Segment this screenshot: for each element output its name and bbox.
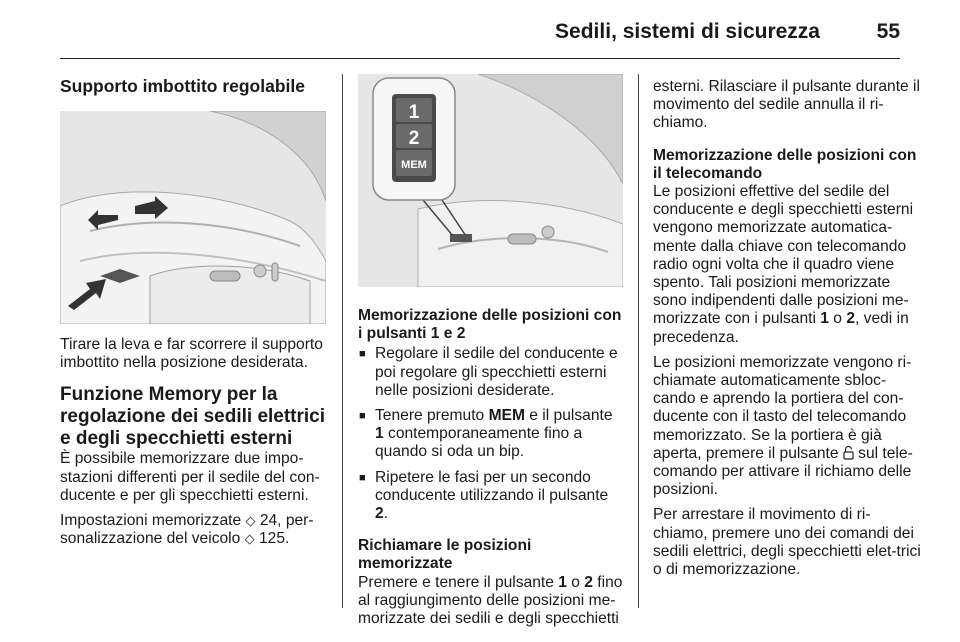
column-3: [653, 62, 921, 586]
recall-paragraph: Premere e tenere il pulsante 1 o 2 fino al raggiungimento delle posizioni me-morizzate dei sedili e degli specchietti: [358, 573, 623, 628]
remote-heading: Memorizzazione delle posizioni con il telecomando: [653, 146, 917, 182]
page-number: 55: [876, 20, 900, 43]
column-divider: [342, 74, 343, 608]
header-title: Sedili, sistemi di sicurezza: [555, 20, 820, 43]
remote-paragraph-1: Le posizioni effettive del sedile del conducente e degli specchietti esterni vengono memorizzate automatica-mente dalla chiave con telecomando radio ogni volta che il quadro viene spento. Tali posizioni memorizzate sono indipendenti dalle posizioni me-morizzate con i pulsanti 1 o 2, vedi in precedenza.: [653, 183, 914, 346]
unlock-icon: [843, 445, 854, 462]
lumbar-support-figure: [60, 111, 326, 324]
column-divider: [638, 74, 639, 608]
list-item: ■ Ripetere le fasi per un secondo conducente utilizzando il pulsante 2.: [358, 469, 623, 524]
memory-settings-paragraph: Impostazioni memorizzate ◇ 24, per-sonalizzazione del veicolo ◇ 125.: [60, 512, 314, 548]
list-item: ■ Regolare il sedile del conducente e poi regolare gli specchietti esterni nelle posizioni desiderate.: [358, 345, 623, 400]
memory-function-heading: Funzione Memory per la regolazione dei sedili elettrici e degli specchietti esterni: [60, 384, 326, 450]
steps-list: [358, 345, 623, 523]
page-ref-icon: ◇: [244, 531, 255, 547]
buttons-heading: Memorizzazione delle posizioni con i pulsanti 1 e 2: [358, 307, 622, 343]
lumbar-instruction: Tirare la leva e far scorrere il supporto imbottito nella posizione desiderata.: [60, 336, 323, 372]
column-2: [358, 62, 623, 635]
list-item: ■ Tenere premuto MEM e il pulsante 1 contemporaneamente fino a quando si oda un bip.: [358, 407, 623, 462]
memory-intro: È possibile memorizzare due impo-stazioni differenti per il sedile del con-ducente e per gli specchietti esterni.: [60, 450, 320, 504]
figure-button-mem: MEM: [401, 159, 427, 171]
remote-paragraph-3: Per arrestare il movimento di ri-chiamo, premere uno dei comandi dei sedili elettrici, degli specchietti elet-trici o di memorizzazione.: [653, 506, 921, 579]
recall-heading: Richiamare le posizioni memorizzate: [358, 537, 532, 573]
page-header: [60, 0, 900, 59]
column-1: [60, 62, 326, 555]
figure-button-2: 2: [408, 128, 420, 149]
remote-paragraph-2: Le posizioni memorizzate vengono ri-chiamate automaticamente sbloc-cando e aprendo la portiera del con-ducente con il tasto del telecomando memorizzato. Se la portiera è già aperta, premere il pulsante sul tele-comando per attivare il richiamo delle posizioni.: [653, 353, 913, 499]
section-title: Supporto imbottito regolabile: [60, 76, 305, 96]
memory-buttons-figure: [358, 74, 623, 287]
page-ref-icon: ◇: [245, 513, 256, 529]
figure-button-1: 1: [408, 102, 420, 123]
recall-continued: esterni. Rilasciare il pulsante durante il movimento del sedile annulla il ri-chiamo.: [653, 78, 920, 132]
